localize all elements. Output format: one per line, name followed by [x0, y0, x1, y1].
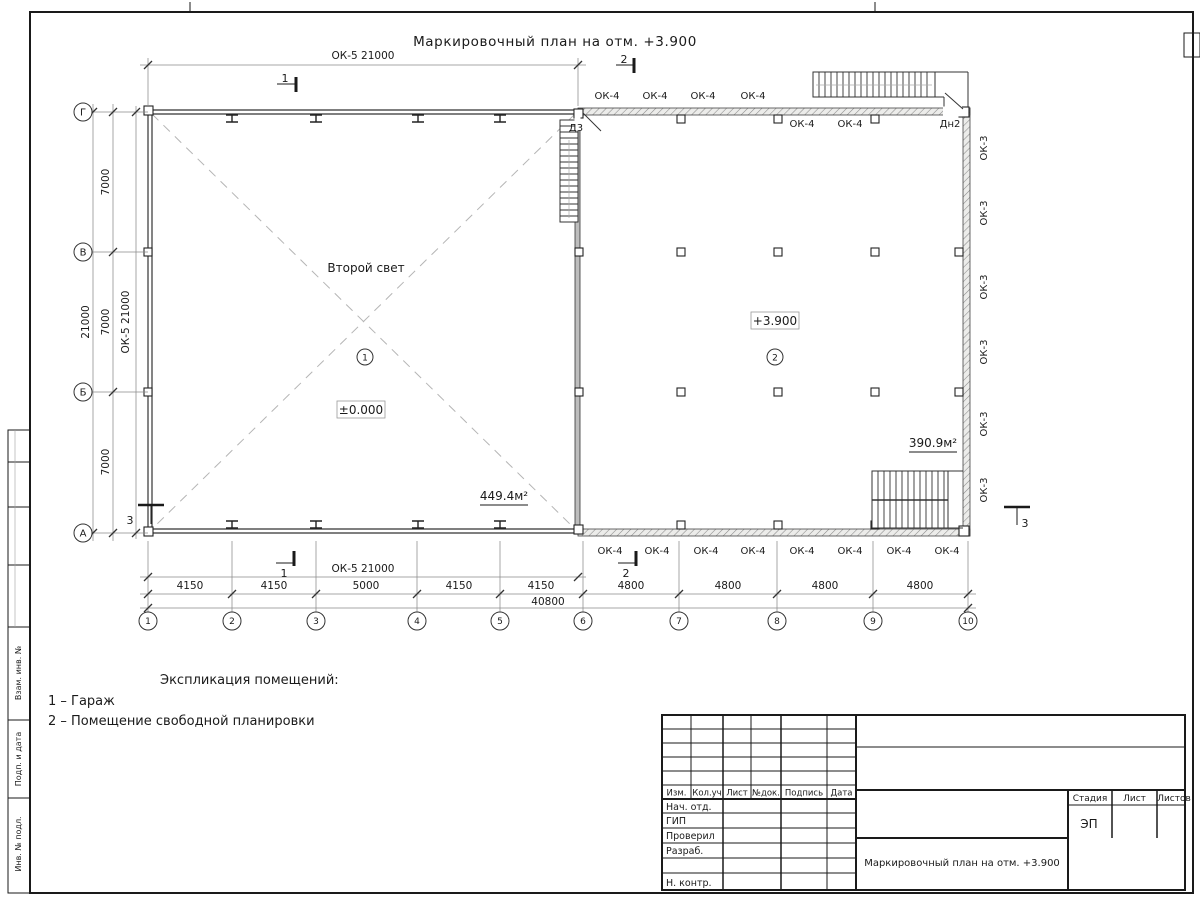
- section-2-bottom: 2: [622, 567, 630, 580]
- tb-sheets-label: Листов: [1157, 794, 1191, 804]
- door-gap-dn2: [943, 107, 962, 117]
- tb-row-nachotd: Нач. отд.: [666, 802, 712, 813]
- axis-row-a: А: [79, 528, 87, 540]
- tb-stage-value: ЭП: [1080, 817, 1098, 831]
- ok3-right-1: ОК-3: [979, 135, 990, 161]
- axis-bubbles-bottom: [139, 612, 977, 630]
- room2-level: +3.900: [752, 314, 798, 328]
- tb-col-koluch: Кол.уч: [692, 788, 722, 799]
- dim-total: 40800: [531, 596, 565, 608]
- tb-row-gip: ГИП: [666, 816, 687, 827]
- tb-row-razrab: Разраб.: [666, 846, 704, 857]
- stamp-inv-podl: Инв. № подл.: [14, 816, 23, 872]
- ok3-right-3: ОК-3: [979, 274, 990, 300]
- second-light-cross: [152, 114, 575, 529]
- dim-4800-1: 4800: [617, 580, 645, 592]
- stair-exterior-top: [813, 72, 968, 107]
- dim-left-7000-b: 7000: [100, 308, 112, 336]
- ok4-top-2: ОК-4: [642, 91, 668, 102]
- columns-ibeams: [226, 115, 506, 528]
- ok4-top-5: ОК-4: [789, 119, 815, 130]
- section-2-top: 2: [620, 53, 628, 66]
- axis-col-9: 9: [870, 617, 876, 627]
- axis-col-8: 8: [774, 617, 780, 627]
- ok4-top-1: ОК-4: [594, 91, 620, 102]
- legend-title: Экспликация помещений:: [160, 673, 339, 688]
- tb-col-list: Лист: [726, 788, 748, 799]
- ok3-right-4: ОК-3: [979, 339, 990, 365]
- dim-5000: 5000: [352, 580, 380, 592]
- dim-4800-4: 4800: [906, 580, 934, 592]
- dim-bottom-ok5: ОК-5 21000: [331, 563, 395, 575]
- axis-col-5: 5: [497, 617, 503, 627]
- axis-col-2: 2: [229, 617, 235, 627]
- axis-row-b: Б: [79, 387, 87, 399]
- dim-4150-1: 4150: [176, 580, 204, 592]
- section-1-bottom: 1: [280, 567, 288, 580]
- section-1-top: 1: [281, 72, 289, 85]
- tb-col-podpis: Подпись: [784, 788, 824, 799]
- dim-4800-3: 4800: [811, 580, 839, 592]
- dim-4150-4: 4150: [527, 580, 555, 592]
- room1-area: 449.4м²: [479, 489, 529, 503]
- legend-item-1: 1 – Гараж: [48, 694, 115, 709]
- axis-col-4: 4: [414, 617, 420, 627]
- ok4-top-3: ОК-4: [690, 91, 716, 102]
- stair-top-middle: [560, 120, 578, 222]
- stair-bottom-right: [872, 471, 963, 528]
- ok4-bot-1: ОК-4: [597, 546, 623, 557]
- ok4-bot-8: ОК-4: [934, 546, 960, 557]
- door-swing-d3: [583, 113, 601, 131]
- dim-left-total: 21000: [80, 305, 92, 339]
- ok4-bot-2: ОК-4: [644, 546, 670, 557]
- axis-col-7: 7: [676, 617, 682, 627]
- tb-col-data: Дата: [830, 788, 853, 799]
- stamp-podp-data: Подп. и дата: [14, 731, 23, 787]
- drawing-title: Маркировочный план на отм. +3.900: [413, 34, 697, 50]
- door-label-dn2: Дн2: [939, 119, 961, 130]
- dim-left-ok5: ОК-5 21000: [120, 290, 132, 354]
- room2-number: 2: [772, 353, 778, 364]
- axis-row-v: В: [79, 247, 87, 259]
- axis-row-g: Г: [79, 107, 87, 119]
- door-label-d3: Д3: [568, 123, 584, 134]
- tb-row-nkontr: Н. контр.: [666, 878, 712, 889]
- axis-col-6: 6: [580, 617, 586, 627]
- dim-top-ok5: ОК-5 21000: [331, 50, 395, 62]
- ok4-bot-7: ОК-4: [886, 546, 912, 557]
- ok4-bot-6: ОК-4: [837, 546, 863, 557]
- tb-row-proveril: Проверил: [666, 831, 715, 842]
- ok4-top-4: ОК-4: [740, 91, 766, 102]
- dim-4150-2: 4150: [260, 580, 288, 592]
- sheet-frame: [30, 2, 1200, 893]
- ok3-right-2: ОК-3: [979, 200, 990, 226]
- room1-number: 1: [362, 353, 368, 364]
- axis-col-10: 10: [962, 617, 974, 627]
- tb-sheet-label: Лист: [1123, 794, 1146, 804]
- dim-left-7000-c: 7000: [100, 448, 112, 476]
- ok3-right-6: ОК-3: [979, 477, 990, 503]
- ok4-bot-3: ОК-4: [693, 546, 719, 557]
- room2-area: 390.9м²: [908, 436, 958, 450]
- tb-stage-label: Стадия: [1072, 794, 1108, 804]
- room1-level: ±0.000: [338, 403, 384, 417]
- stamp-vzam-inv: Взам. инв. №: [14, 645, 23, 701]
- axis-col-3: 3: [313, 617, 319, 627]
- axis-col-1: 1: [145, 617, 151, 627]
- section-3-right: 3: [1021, 517, 1029, 530]
- dim-4150-3: 4150: [445, 580, 473, 592]
- columns-squares: [144, 106, 969, 536]
- dim-left-7000-a: 7000: [100, 168, 112, 196]
- tb-col-izm: Изм.: [666, 788, 687, 799]
- dim-4800-2: 4800: [714, 580, 742, 592]
- ok4-bot-5: ОК-4: [789, 546, 815, 557]
- section-3-left: 3: [126, 514, 134, 527]
- legend-item-2: 2 – Помещение свободной планировки: [48, 714, 315, 729]
- ok4-bot-4: ОК-4: [740, 546, 766, 557]
- tb-doc-title: Маркировочный план на отм. +3.900: [864, 858, 1060, 869]
- tb-col-ndok: №док.: [752, 788, 780, 799]
- room1-note: Второй свет: [327, 261, 405, 275]
- ok4-top-6: ОК-4: [837, 119, 863, 130]
- ok3-right-5: ОК-3: [979, 411, 990, 437]
